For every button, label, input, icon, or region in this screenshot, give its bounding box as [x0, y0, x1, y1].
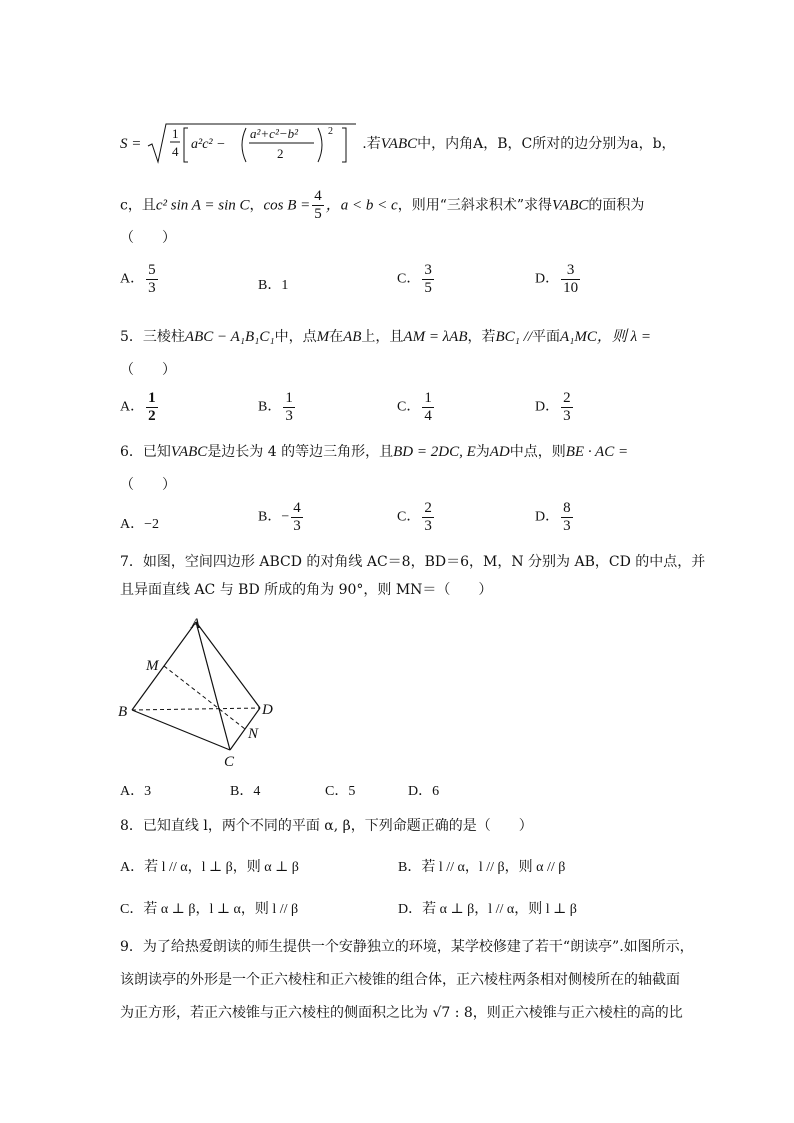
svg-text:2: 2	[327, 126, 333, 137]
option-fraction	[561, 390, 573, 425]
option-fraction	[283, 390, 295, 425]
q4-condition3: ，a < b < c	[325, 197, 398, 214]
q6-text: 中点，则	[509, 444, 566, 460]
heron-formula	[146, 122, 358, 166]
q8-option-d[interactable]: D．若 α ⊥ β，l // α，则 l ⊥ β	[398, 902, 577, 917]
label-b: B	[118, 704, 128, 720]
q5-plane: A₁MC	[559, 329, 597, 345]
q5-equation: AM = λAB	[403, 329, 468, 345]
option-label: A．	[120, 271, 145, 287]
segment-mn-dashed	[164, 666, 245, 729]
option-label: B．	[258, 278, 282, 293]
q5-point-m: M	[316, 329, 330, 345]
q6-option-d[interactable]	[535, 500, 575, 535]
fraction-denominator: 3	[293, 518, 301, 534]
option-fraction	[561, 500, 573, 535]
option-label: C．	[397, 509, 421, 525]
q4-option-b[interactable]	[258, 274, 288, 294]
q4-formula-line	[120, 122, 676, 162]
svg-text:a²+c²−b²: a²+c²−b²	[249, 126, 298, 141]
q4-cosB: cos B =	[263, 197, 311, 214]
fraction-denominator: 3	[285, 408, 293, 424]
option-fraction	[561, 262, 580, 297]
q5-stem	[120, 327, 651, 347]
fraction-numerator: 3	[424, 262, 432, 278]
q4-line2-post: ，则用“三斜求积术”求得	[397, 197, 553, 214]
label-c: C	[224, 754, 235, 770]
option-fraction	[291, 500, 303, 535]
svg-text:2: 2	[276, 146, 284, 161]
fraction-numerator: 1	[285, 390, 293, 406]
fraction-denominator: 3	[148, 280, 156, 296]
option-label: A．	[120, 399, 145, 415]
q4-line2	[120, 188, 644, 223]
q9-line3: 为正方形，若正六棱锥与正六棱柱的侧面积之比为 √7 : 8，则正六棱锥与正六棱柱的高的比	[120, 1005, 683, 1021]
fraction-denominator: 3	[424, 518, 432, 534]
fraction-numerator: 1	[424, 390, 432, 406]
q5-prism: ABC − A₁B₁C₁	[184, 329, 275, 345]
q4-tail1: .若	[362, 136, 381, 152]
q7-option-a[interactable]: A．3	[120, 784, 152, 799]
q9-line2: 该朗读亭的外形是一个正六棱柱和正六棱锥的组合体，正六棱柱两条相对侧棱所在的轴截面	[120, 972, 680, 988]
q6-segment-ad: AD	[489, 444, 510, 460]
q5-parallel: BC₁ //	[495, 329, 532, 345]
option-label: C．	[397, 271, 421, 287]
q4-comma: ，	[249, 197, 264, 214]
q6-triangle: VABC	[170, 444, 208, 460]
fraction-numerator: 8	[563, 500, 571, 516]
q5-answer-paren: （ ）	[120, 362, 176, 378]
option-label: C．	[397, 399, 421, 415]
q8-option-b[interactable]: B．若 l // α，l // β，则 α // β	[398, 860, 566, 875]
q5-segment-ab: AB	[343, 329, 362, 345]
fraction-denominator: 3	[563, 518, 571, 534]
q4-frac-den: 5	[314, 206, 322, 222]
fraction-numerator: 2	[563, 390, 571, 406]
option-value: −2	[144, 517, 160, 532]
q4-tail2: 中，内角A，B，C所对的边分别为a，b，	[417, 136, 676, 152]
q4-cos-fraction	[312, 188, 324, 223]
q8-option-a[interactable]: A．若 l // α，l ⊥ β，则 α ⊥ β	[120, 860, 299, 875]
option-value: 1	[281, 278, 289, 293]
label-n: N	[248, 726, 259, 742]
q9-line1: 9．为了给热爱朗读的师生提供一个安静独立的环境，某学校修建了若干“朗读亭”.如图所示，	[120, 939, 694, 955]
q6-dot-product: BE · AC =	[565, 444, 629, 460]
option-fraction	[422, 390, 434, 425]
q5-option-c[interactable]	[397, 390, 436, 425]
q6-vector-equation: BD = 2DC, E	[393, 444, 476, 460]
edge-bd-dashed	[132, 708, 260, 710]
q4-line2-pre: c，且	[120, 197, 156, 214]
edge-ac	[196, 622, 230, 750]
q5-lambda: ，则 λ =	[596, 329, 651, 345]
q7-stem-line2: 且异面直线 AC 与 BD 所成的角为 90°，则 MN＝（ ）	[120, 582, 493, 598]
option-fraction	[146, 390, 158, 425]
edge-bc	[132, 710, 230, 750]
option-label: D．	[535, 271, 560, 287]
label-a: A	[191, 616, 201, 632]
edge-ad	[196, 622, 260, 708]
q7-stem-line1: 7．如图，空间四边形 ABCD 的对角线 AC＝8，BD＝6，M，N 分别为 AB，CD 的中点，并	[120, 554, 706, 570]
q4-condition1: c² sin A = sin C	[155, 197, 250, 214]
q6-prefix: 6．已知	[120, 444, 171, 460]
q8-stem: 8．已知直线 l，两个不同的平面 α, β，下列命题正确的是（ ）	[120, 818, 533, 834]
option-sign: −	[281, 509, 290, 525]
q4-option-c[interactable]	[397, 262, 436, 297]
svg-text:4: 4	[171, 144, 179, 159]
q6-option-b[interactable]	[258, 500, 305, 535]
q5-option-a[interactable]	[120, 390, 160, 425]
svg-text:a²c² −: a²c² −	[190, 137, 226, 152]
q5-prefix: 5．三棱柱	[120, 329, 185, 345]
fraction-numerator: 2	[424, 500, 432, 516]
q6-text: 是边长为 4 的等边三角形，且	[207, 444, 394, 460]
svg-text:1: 1	[171, 126, 179, 141]
q7-option-b[interactable]: B．4	[230, 784, 261, 799]
q4-option-d[interactable]	[535, 262, 582, 297]
q5-text: 中，点	[274, 329, 317, 345]
option-fraction	[422, 500, 434, 535]
q5-text: 上，且	[361, 329, 404, 345]
q5-option-b[interactable]	[258, 390, 297, 425]
fraction-denominator: 10	[563, 280, 579, 296]
fraction-denominator: 2	[148, 408, 156, 424]
q4-option-a[interactable]	[120, 262, 160, 297]
q4-line2-end: 的面积为	[588, 197, 645, 214]
fraction-numerator: 3	[561, 262, 580, 280]
q6-text: 为	[475, 444, 490, 460]
option-label: B．	[258, 399, 282, 415]
q4-triangle: VABC	[380, 136, 418, 152]
fraction-numerator: 4	[293, 500, 301, 516]
q6-stem	[120, 442, 628, 462]
fraction-denominator: 5	[424, 280, 432, 296]
q5-text: ，若	[467, 329, 496, 345]
option-label: B．	[258, 509, 282, 525]
tetrahedron-figure	[110, 610, 290, 770]
fraction-numerator: 1	[148, 390, 156, 406]
q4-triangle-2: VABC	[552, 197, 589, 214]
q7-option-c[interactable]: C．5	[325, 784, 356, 799]
label-m: M	[146, 658, 159, 674]
label-d: D	[262, 702, 273, 718]
option-label: A．	[120, 517, 145, 532]
option-fraction	[146, 262, 158, 297]
fraction-denominator: 3	[563, 408, 571, 424]
q7-option-d[interactable]: D．6	[408, 784, 440, 799]
q5-text: 在	[329, 329, 344, 345]
q6-answer-paren: （ ）	[120, 477, 176, 493]
formula-lhs: S =	[120, 136, 142, 152]
q5-option-d[interactable]	[535, 390, 575, 425]
fraction-denominator: 4	[424, 408, 432, 424]
q5-text: 平面	[531, 329, 560, 345]
q6-option-c[interactable]	[397, 500, 436, 535]
q4-frac-num: 4	[314, 188, 322, 204]
q8-option-c[interactable]: C．若 α ⊥ β，l ⊥ α，则 l // β	[120, 902, 299, 917]
option-label: D．	[535, 399, 560, 415]
q4-answer-paren: （ ）	[120, 230, 176, 246]
option-label: D．	[535, 509, 560, 525]
fraction-numerator: 5	[148, 262, 156, 278]
option-fraction	[422, 262, 434, 297]
q6-option-a[interactable]	[120, 513, 159, 533]
